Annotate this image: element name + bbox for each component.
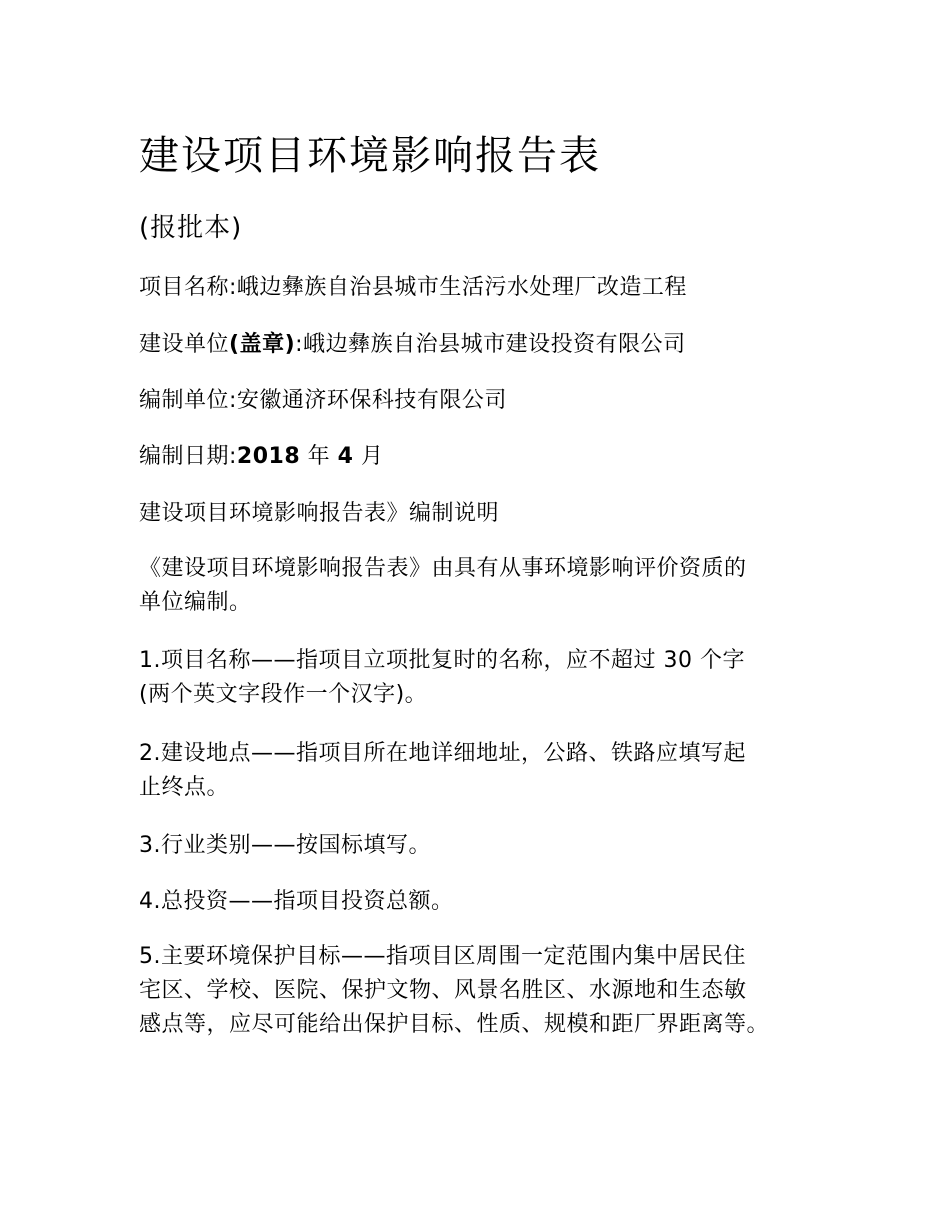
builder-seal-label: (盖章) [229, 332, 296, 357]
note-line: (两个英文字段作一个汉字)。 [139, 682, 428, 707]
compiler-value: 安徽通济环保科技有限公司 [236, 388, 507, 413]
compiler-label: 编制单位: [139, 388, 237, 413]
project-name-value: 峨边彝族自治县城市生活污水处理厂改造工程 [236, 275, 687, 300]
date-year-unit: 年 [307, 444, 331, 469]
document-title: 建设项目环境影响报告表 [139, 133, 601, 179]
note-paragraph [139, 940, 829, 1042]
builder-label: 建设单位 [139, 332, 230, 357]
notes-heading: 建设项目环境影响报告表》编制说明 [139, 501, 500, 526]
compiler-line [139, 385, 507, 417]
builder-line [139, 329, 686, 361]
note-line: 1.项目名称——指项目立项批复时的名称，应不超过 30 个字 [139, 648, 745, 673]
note-line: 《建设项目环境影响报告表》由具有从事环境影响评价资质的 [139, 556, 747, 581]
builder-value: 峨边彝族自治县城市建设投资有限公司 [303, 332, 686, 357]
builder-colon: : [295, 332, 304, 357]
project-name-label: 项目名称: [139, 275, 237, 300]
project-name-line [139, 272, 687, 304]
note-paragraph [139, 885, 829, 919]
note-line: 2.建设地点——指项目所在地详细地址，公路、铁路应填写起 [139, 741, 746, 766]
note-paragraph [139, 644, 829, 712]
note-line: 宅区、学校、医院、保护文物、风景名胜区、水源地和生态敏 [139, 978, 747, 1003]
document-subtitle: (报批本) [139, 213, 243, 243]
note-paragraph [139, 829, 829, 863]
note-line: 感点等，应尽可能给出保护目标、性质、规模和距厂界距离等。 [139, 1012, 770, 1037]
note-paragraph [139, 552, 829, 620]
date-line [139, 441, 384, 473]
date-label: 编制日期: [139, 444, 237, 469]
date-month-unit: 月 [360, 444, 384, 469]
note-line: 单位编制。 [139, 590, 252, 615]
date-year: 2018 [236, 444, 301, 469]
note-paragraph [139, 737, 829, 805]
note-line: 止终点。 [139, 775, 230, 800]
note-line: 4.总投资——指项目投资总额。 [139, 889, 454, 914]
note-line: 3.行业类别——按国标填写。 [139, 833, 431, 858]
note-line: 5.主要环境保护目标——指项目区周围一定范围内集中居民住 [139, 944, 746, 969]
date-month: 4 [337, 444, 354, 469]
